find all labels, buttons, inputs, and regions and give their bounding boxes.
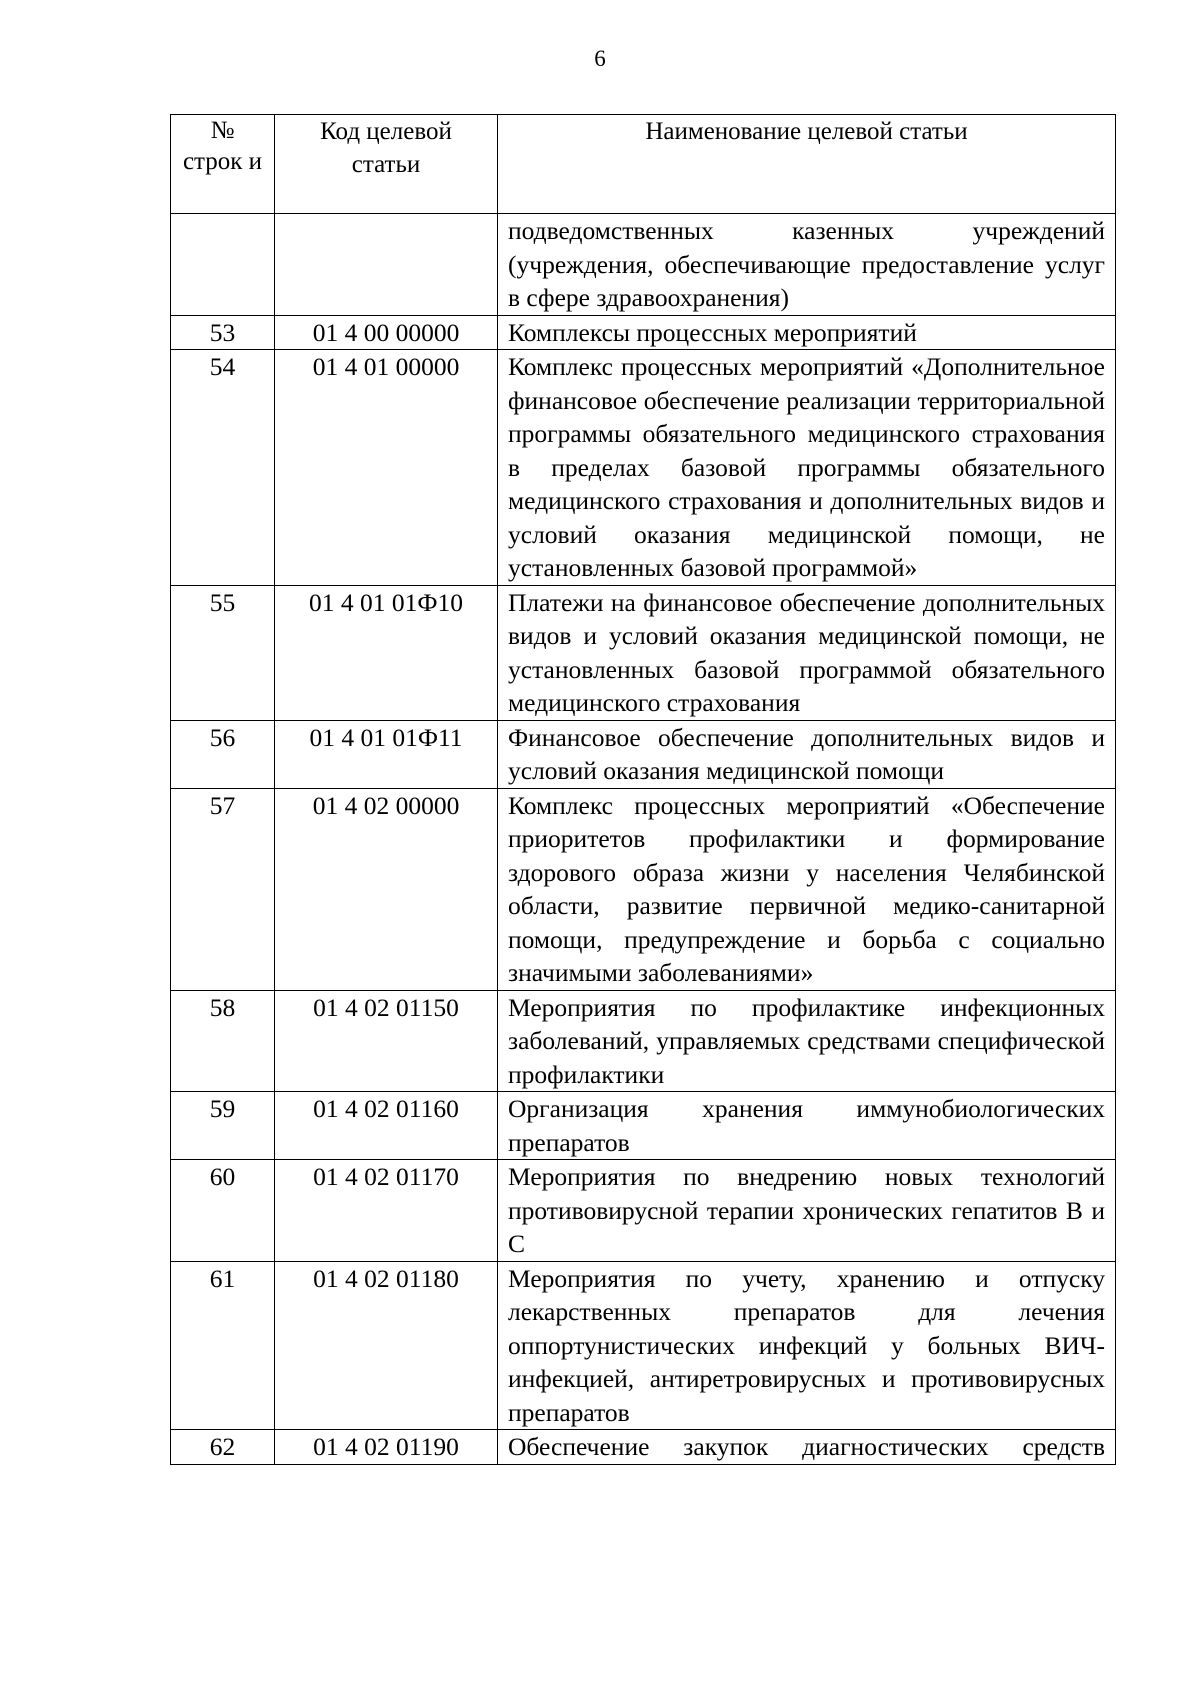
row-number: 58 xyxy=(171,990,275,1092)
table-row xyxy=(171,315,1116,350)
article-name: подведомственных казенных учреждений (учреждения, обеспечивающие предоставление услуг в сфере здравоохранения) xyxy=(498,214,1116,316)
article-name: Организация хранения иммунобиологических препаратов xyxy=(498,1092,1116,1160)
article-name: Мероприятия по профилактике инфекционных заболеваний, управляемых средствами специфической профилактики xyxy=(498,990,1116,1092)
row-number: 60 xyxy=(171,1160,275,1262)
row-number: 62 xyxy=(171,1430,275,1465)
article-code: 01 4 02 01150 xyxy=(275,990,498,1092)
row-number: 53 xyxy=(171,315,275,350)
table-row xyxy=(171,1430,1116,1465)
article-name: Мероприятия по внедрению новых технологий противовирусной терапии хронических гепатитов В и С xyxy=(498,1160,1116,1262)
row-number: 59 xyxy=(171,1092,275,1160)
article-name: Комплекс процессных мероприятий «Дополнительное финансовое обеспечение реализации территориальной программы обязательного медицинского страхования в пределах базовой программы обязательного медицинского страхования и дополнительных видов и условий оказания медицинской помощи, не установленных базовой программой» xyxy=(498,350,1116,586)
row-number: 56 xyxy=(171,720,275,788)
article-name: Мероприятия по учету, хранению и отпуску лекарственных препаратов для лечения оппортунистических инфекций у больных ВИЧ-инфекцией, антиретровирусных и противовирусных препаратов xyxy=(498,1261,1116,1430)
article-code: 01 4 02 01170 xyxy=(275,1160,498,1262)
page-number: 6 xyxy=(594,46,606,71)
table-row xyxy=(171,585,1116,720)
row-number: 61 xyxy=(171,1261,275,1430)
table-row xyxy=(171,1160,1116,1262)
article-name: Комплекс процессных мероприятий «Обеспечение приоритетов профилактики и формирование здорового образа жизни у населения Челябинской области, развитие первичной медико-санитарной помощи, предупреждение и борьба с социально значимыми заболеваниями» xyxy=(498,788,1116,990)
article-code: 01 4 02 01190 xyxy=(275,1430,498,1465)
article-code: 01 4 02 01180 xyxy=(275,1261,498,1430)
table-row xyxy=(171,788,1116,990)
row-number: 57 xyxy=(171,788,275,990)
article-code xyxy=(275,214,498,316)
article-code: 01 4 00 00000 xyxy=(275,315,498,350)
article-name: Обеспечение закупок диагностических средств xyxy=(498,1430,1116,1465)
table-row xyxy=(171,720,1116,788)
article-code: 01 4 02 00000 xyxy=(275,788,498,990)
header-article-name: Наименование целевой статьи xyxy=(498,115,1116,214)
target-articles-table xyxy=(170,114,1116,1465)
row-number xyxy=(171,214,275,316)
table-row xyxy=(171,1092,1116,1160)
table-row xyxy=(171,1261,1116,1430)
header-article-code: Код целевой статьи xyxy=(275,115,498,214)
table-row xyxy=(171,350,1116,586)
article-code: 01 4 01 01Ф10 xyxy=(275,585,498,720)
table-row xyxy=(171,990,1116,1092)
article-name: Платежи на финансовое обеспечение дополнительных видов и условий оказания медицинской помощи, не установленных базовой программой обязательного медицинского страхования xyxy=(498,585,1116,720)
article-code: 01 4 01 00000 xyxy=(275,350,498,586)
row-number: 54 xyxy=(171,350,275,586)
row-number: 55 xyxy=(171,585,275,720)
article-code: 01 4 01 01Ф11 xyxy=(275,720,498,788)
table-row xyxy=(171,214,1116,316)
header-row-number: № строк и xyxy=(171,115,275,214)
article-code: 01 4 02 01160 xyxy=(275,1092,498,1160)
table-header-row xyxy=(171,115,1116,214)
article-name: Финансовое обеспечение дополнительных видов и условий оказания медицинской помощи xyxy=(498,720,1116,788)
article-name: Комплексы процессных мероприятий xyxy=(498,315,1116,350)
